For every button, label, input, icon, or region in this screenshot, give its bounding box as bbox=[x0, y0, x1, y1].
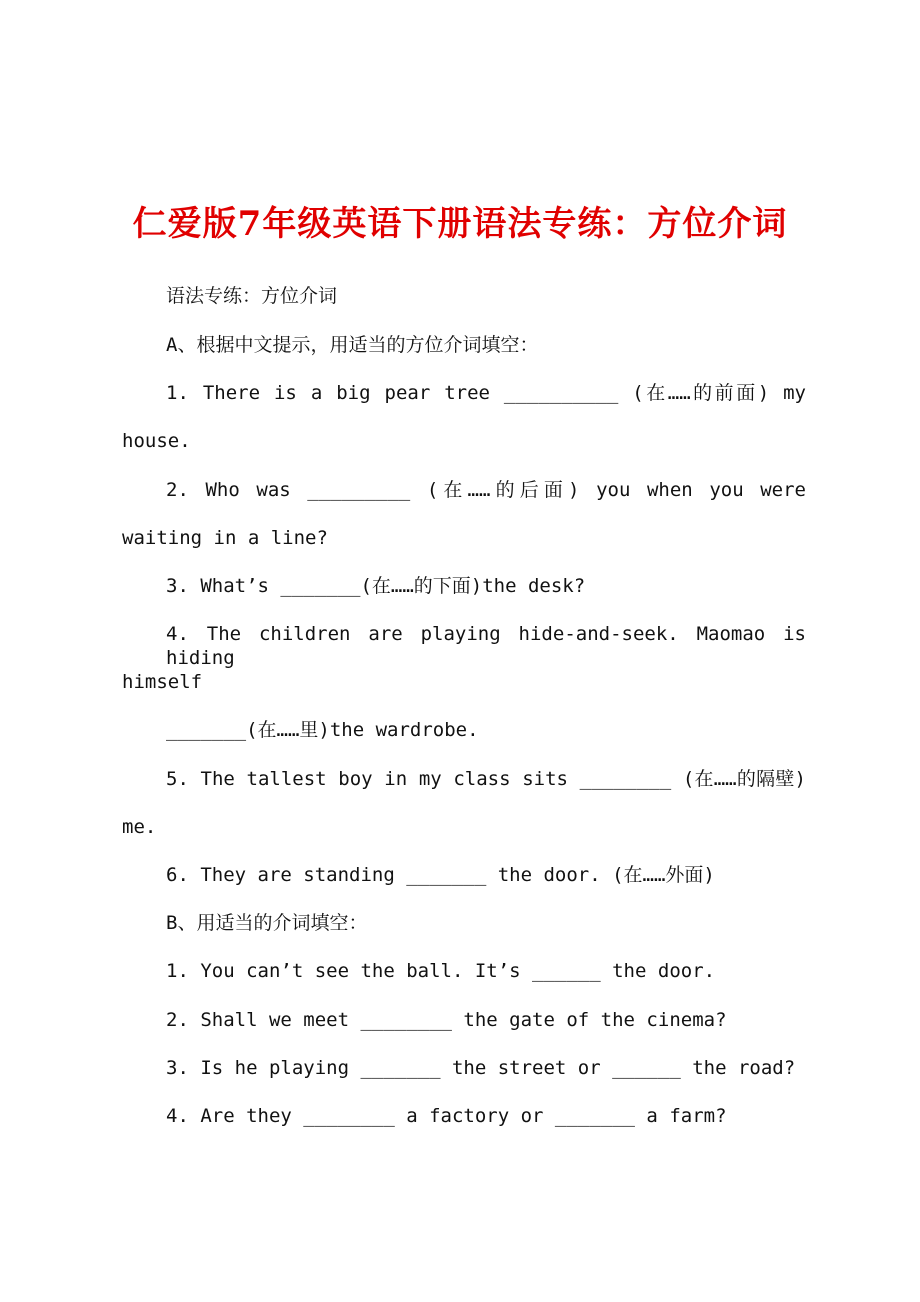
exercise-a1-line2: house. bbox=[122, 430, 191, 452]
exercise-b3: 3. Is he playing _______ the street or ______ the road? bbox=[166, 1057, 796, 1079]
exercise-b1: 1. You can’t see the ball. It’s ______ the door. bbox=[166, 960, 716, 982]
exercise-a3: 3. What’s _______(在……的下面)the desk? bbox=[166, 575, 586, 597]
exercise-b4: 4. Are they ________ a factory or _______ a farm? bbox=[166, 1105, 727, 1127]
section-a-instruction: A、根据中文提示，用适当的方位介词填空： bbox=[166, 334, 539, 356]
exercise-a4-line2: himself bbox=[122, 671, 203, 693]
exercise-a2-line2: waiting in a line? bbox=[122, 527, 328, 549]
section-b-instruction: B、用适当的介词填空： bbox=[166, 912, 368, 934]
section-heading: 语法专练：方位介词 bbox=[166, 285, 338, 307]
exercise-a4-line3: _______(在……里)the wardrobe. bbox=[166, 719, 479, 741]
exercise-b2: 2. Shall we meet ________ the gate of the cinema? bbox=[166, 1009, 727, 1031]
exercise-a2-line1: 2. Who was _________ (在……的后面) you when you were bbox=[166, 479, 806, 501]
exercise-a1-line1: 1. There is a big pear tree __________ (在……的前面) my bbox=[166, 382, 806, 404]
exercise-a5-line2: me. bbox=[122, 816, 157, 838]
exercise-a5-line1: 5. The tallest boy in my class sits ________ (在……的隔壁) bbox=[166, 768, 806, 790]
exercise-a4-line1: 4. The children are playing hide-and-seek. Maomao is hiding bbox=[166, 623, 806, 669]
exercise-a6: 6. They are standing _______ the door. (在……外面) bbox=[166, 864, 715, 886]
document-title: 仁爱版7年级英语下册语法专练：方位介词 bbox=[132, 204, 788, 244]
